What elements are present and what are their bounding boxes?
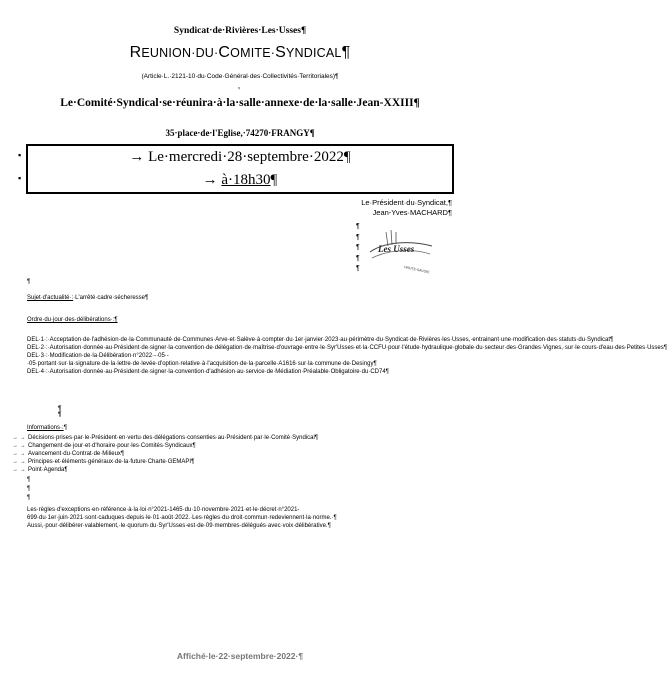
bullet-marker: ▪	[18, 173, 22, 183]
title-part: ·	[270, 46, 276, 60]
arrow-glyph: → →	[12, 459, 26, 465]
title-part: C	[218, 44, 231, 61]
information-text: Point·Agenda¶	[28, 467, 68, 473]
quorum-note: Aussi,·pour·délibérer·valablement,·le·quorum·du·Syr'Usses·est·de·09·membres·délégués·avec·voix·délibérative.¶	[27, 523, 331, 529]
pilcrow-pair	[58, 406, 61, 418]
information-item	[12, 458, 318, 466]
arrow-glyph: → →	[12, 467, 26, 473]
arrow-glyph: →	[202, 172, 222, 188]
section-label: Informations·:	[27, 425, 64, 431]
section-label: Sujet·d'actualité·:	[27, 295, 74, 301]
information-item	[12, 466, 318, 474]
title-part: R	[129, 44, 142, 61]
meeting-address: 35·place·de·l'Eglise,·74270·FRANGY¶	[165, 128, 315, 138]
pilcrow-mark: ¶	[27, 495, 31, 501]
information-text: Avancement·du·Contrat·de·Milieux¶	[28, 451, 125, 457]
president-signature-block	[361, 198, 452, 218]
president-name: Jean-Yves·MACHARD¶	[372, 208, 452, 217]
title-part: S	[275, 44, 286, 61]
current-topic	[27, 294, 148, 302]
quorum-notes	[27, 506, 457, 530]
president-title: Le·Président·du·Syndicat,¶	[361, 198, 452, 207]
current-topic-text: ·L'arrêté·cadre·sécheresse¶	[73, 295, 149, 301]
pilcrow-mark: ¶	[27, 477, 31, 483]
pilcrow-mark: ¶	[58, 412, 62, 418]
pilcrow-mark: ¶	[63, 425, 67, 431]
syndicate-logo	[364, 226, 436, 275]
small-mark: ᵑ	[238, 86, 240, 92]
pilcrow-mark: ¶	[356, 265, 360, 272]
posted-date-footer: Affiché·le·22·septembre·2022·¶	[176, 651, 304, 661]
information-item	[12, 442, 318, 450]
logo-text: Les Usses	[378, 244, 415, 254]
meeting-announcement: Le·Comité·Syndical·se·réunira·à·la·salle·annexe·de·la·salle·Jean-XXIII¶	[60, 97, 420, 109]
pilcrow-stack	[27, 476, 30, 503]
logo-subtext: HAUTE-SAVOIE	[403, 265, 430, 275]
informations-heading	[27, 424, 67, 432]
information-text: Principes·et·éléments·généraux·de·la·future·Charte·GEMAPI¶	[28, 459, 195, 465]
pilcrow-mark: ¶	[356, 254, 360, 262]
exception-rules-note: Les·règles·d'exceptions·en·référence·à·la·loi·n°2021-1465·du·10·novembre·2021·et·le·décret·n°2021-699·du·1er·juin·2021·sont·caduques·depuis·le·01·août·2022.·Les·règles·du·droit·commun·redeviennent·la·norme.·¶	[27, 507, 337, 521]
pilcrow-mark: ¶	[27, 486, 31, 492]
deliberation-item: DEL·3·:·Modification·de·la·Délibération·n°2022·-·05·-·05·portant·sur·la·signature·de·la·lettre·de·levée·d'option·relative·à·l'acquisition·de·la·parcelle·A1616·sur·la·commune·de·Desingy¶	[27, 353, 377, 367]
document-title	[0, 44, 480, 62]
bullet-marker: ▪	[18, 150, 22, 160]
pilcrow-mark: ¶	[356, 233, 360, 241]
information-item	[12, 450, 318, 458]
deliberation-item: DEL·2·:·Autorisation·donnée·au·Président·de·signer·la·convention·de·délégation·de·maîtrise·d'ouvrage·entre·le·Syr'Usses·et·la·CCFU·pour·l'étude·hydraulique·globale·du·secteur·des·Grandes·Vignes,·sur·le·cours·d'eau·des·Petites·Usses¶	[27, 345, 667, 351]
title-part: ·DU·	[191, 46, 219, 60]
title-part: ¶	[341, 44, 351, 61]
information-text: Changement·de·jour·et·d'horaire·pour·les·Comités·Syndicaux¶	[28, 443, 196, 449]
agenda-heading: Ordre·du·jour·des·délibérations·:¶	[27, 317, 118, 323]
meeting-date: → Le·mercredi·28·septembre·2022¶	[129, 149, 351, 165]
deliberation-item: DEL·4·:·Autorisation·donnée·au·Président·de·signer·la·convention·d'adhésion·au·service·de·Médiation·Préalable·Obligatoire·du·CD74¶	[27, 369, 389, 375]
arrow-glyph: → →	[12, 443, 26, 449]
deliberations-list	[27, 336, 667, 376]
title-part: EUNION	[141, 46, 192, 60]
meeting-time	[28, 172, 452, 189]
pilcrow-mark: ¶	[58, 406, 62, 412]
arrow-glyph: → →	[12, 451, 26, 457]
pilcrow-mark: ¶	[356, 223, 360, 230]
organization-name: Syndicat·de·Rivières·Les·Usses¶	[173, 26, 307, 36]
deliberation-item: DEL·1·:·Acceptation·de·l'adhésion·de·la·Communauté·de·Communes·Arve·et·Salève·à·compter·du·1er·janvier·2023·au·périmètre·du·Syndicat·de·Rivières·les·Usses,·entrainant·une·modification·des·statuts·du·Syndicat¶	[27, 337, 614, 343]
informations-list	[12, 434, 318, 474]
pilcrow-mark: ¶	[27, 279, 31, 285]
time-text: à·18h30	[221, 172, 271, 188]
meeting-date-box	[26, 144, 454, 194]
arrow-glyph: → →	[12, 435, 26, 441]
information-text: Décisions·prises·par·le·Président·en·vertu·des·délégations·consenties·au·Président·par·le·Comité·Syndical¶	[28, 435, 319, 441]
legal-reference: (Article·L.·2121-10·du·Code·Général·des·Collectivités·Territoriales)¶	[141, 73, 339, 80]
pilcrow-column	[356, 222, 360, 275]
title-part: YNDICAL	[286, 46, 342, 60]
pilcrow-mark: ¶	[356, 244, 360, 251]
information-item	[12, 434, 318, 442]
pilcrow-mark: ¶	[270, 172, 278, 188]
title-part: OMITE	[230, 46, 271, 60]
